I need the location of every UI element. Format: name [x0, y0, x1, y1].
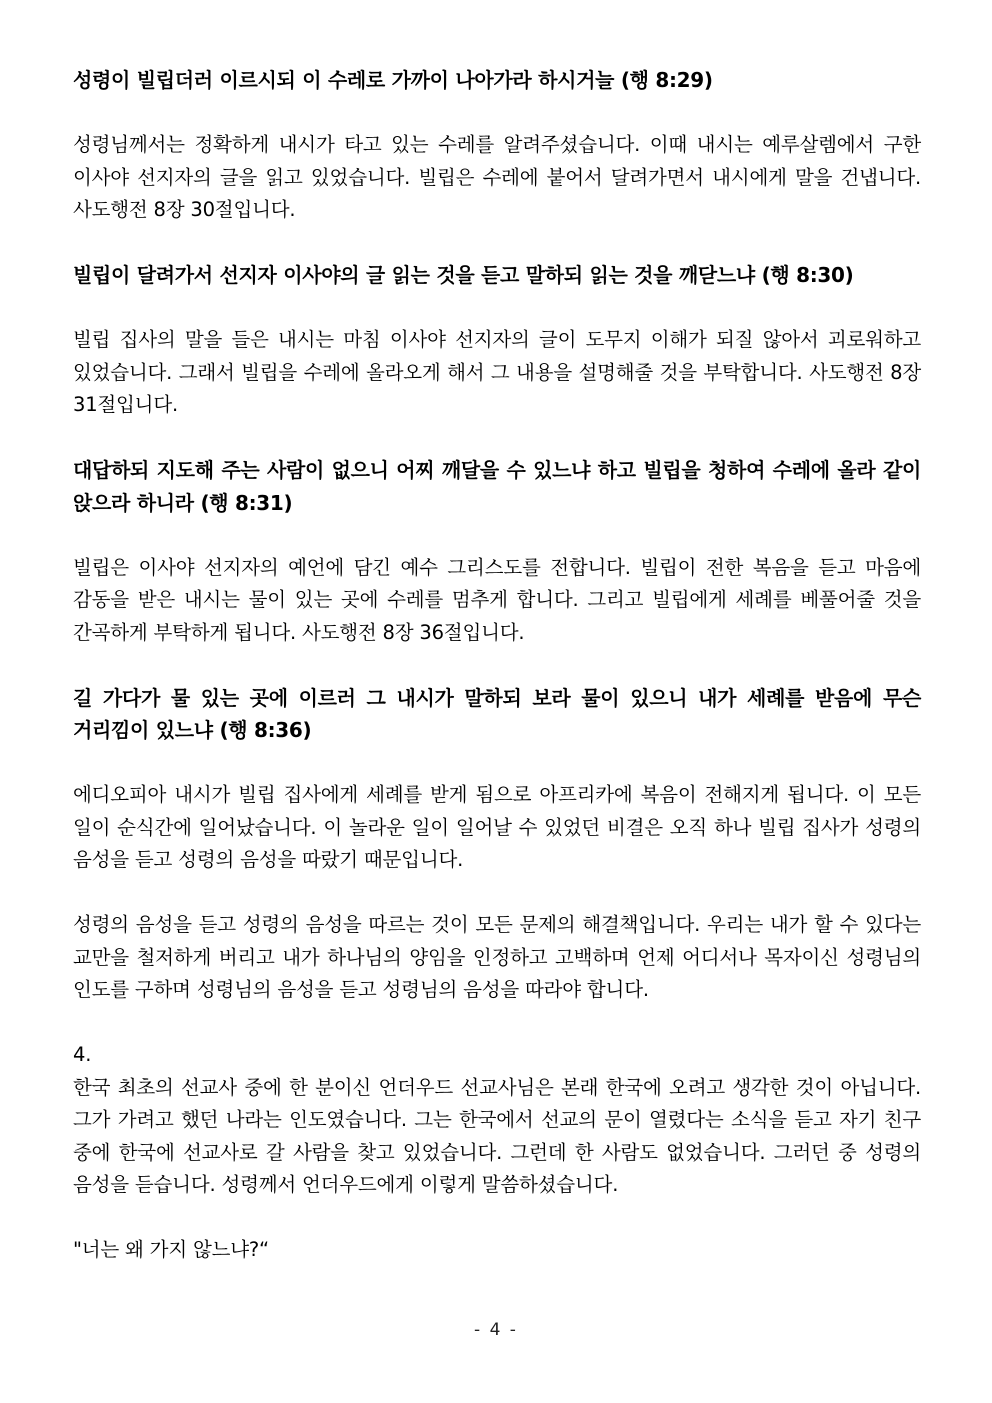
paragraph-3: 빌립은 이사야 선지자의 예언에 담긴 예수 그리스도를 전합니다. 빌립이 전한 복음을 듣고 마음에 감동을 받은 내시는 물이 있는 곳에 수레를 멈추게 합니다. 그리고 빌립에게 세례를 베풀어줄 것을 간곡하게 부탁하게 됩니다. 사도행전 8장 36절입니다. [73, 555, 921, 644]
page-number: - 4 - [474, 1320, 518, 1340]
verse-acts-8-30: 빌립이 달려가서 선지자 이사야의 글 읽는 것을 듣고 말하되 읽는 것을 깨닫느냐 (행 8:30) [73, 263, 854, 287]
paragraph-2: 빌립 집사의 말을 들은 내시는 마침 이사야 선지자의 글이 도무지 이해가 되질 않아서 괴로워하고 있었습니다. 그래서 빌립을 수레에 올라오게 해서 그 내용을 설명해줄 것을 부탁합니다. 사도행전 8장 31절입니다. [73, 328, 921, 416]
verse-acts-8-36: 길 가다가 물 있는 곳에 이르러 그 내시가 말하되 보라 물이 있으니 내가 세례를 받음에 무슨 거리낌이 있느냐 (행 8:36) [73, 685, 921, 742]
document-page [73, 64, 921, 1267]
paragraph-6: 한국 최초의 선교사 중에 한 분이신 언더우드 선교사님은 본래 한국에 오려고 생각한 것이 아닙니다. 그가 가려고 했던 나라는 인도였습니다. 그는 한국에서 선교의 문이 열렸다는 소식을 듣고 자기 친구 중에 한국에 선교사로 갈 사람을 찾고 있었습니다. 그런데 한 사람도 없었습니다. 그러던 중 성령의 음성을 듣습니다. 성령께서 언더우드에게 이렇게 말씀하셨습니다. [73, 1075, 921, 1196]
quote-line: "너는 왜 가지 않느냐?“ [73, 1238, 269, 1261]
verse-acts-8-29: 성령이 빌립더러 이르시되 이 수레로 가까이 나아가라 하시거늘 (행 8:29) [73, 68, 713, 92]
paragraph-4: 에디오피아 내시가 빌립 집사에게 세례를 받게 됨으로 아프리카에 복음이 전해지게 됩니다. 이 모든 일이 순식간에 일어났습니다. 이 놀라운 일이 일어날 수 있었던 비결은 오직 하나 빌립 집사가 성령의 음성을 듣고 성령의 음성을 따랐기 때문입니다. [73, 783, 921, 871]
paragraph-1: 성령님께서는 정확하게 내시가 타고 있는 수레를 알려주셨습니다. 이때 내시는 예루살렘에서 구한 이사야 선지자의 글을 읽고 있었습니다. 빌립은 수레에 붙어서 달려가면서 내시에게 말을 건냅니다. 사도행전 8장 30절입니다. [73, 133, 921, 221]
paragraph-5: 성령의 음성을 듣고 성령의 음성을 따르는 것이 모든 문제의 해결책입니다. 우리는 내가 할 수 있다는 교만을 철저하게 버리고 내가 하나님의 양임을 인정하고 고백하며 언제 어디서나 목자이신 성령님의 인도를 구하며 성령님의 음성을 듣고 성령님의 음성을 따라야 합니다. [73, 913, 921, 1001]
section-number: 4. [73, 1043, 92, 1066]
verse-acts-8-31: 대답하되 지도해 주는 사람이 없으니 어찌 깨달을 수 있느냐 하고 빌립을 청하여 수레에 올라 같이 앉으라 하니라 (행 8:31) [73, 458, 921, 515]
